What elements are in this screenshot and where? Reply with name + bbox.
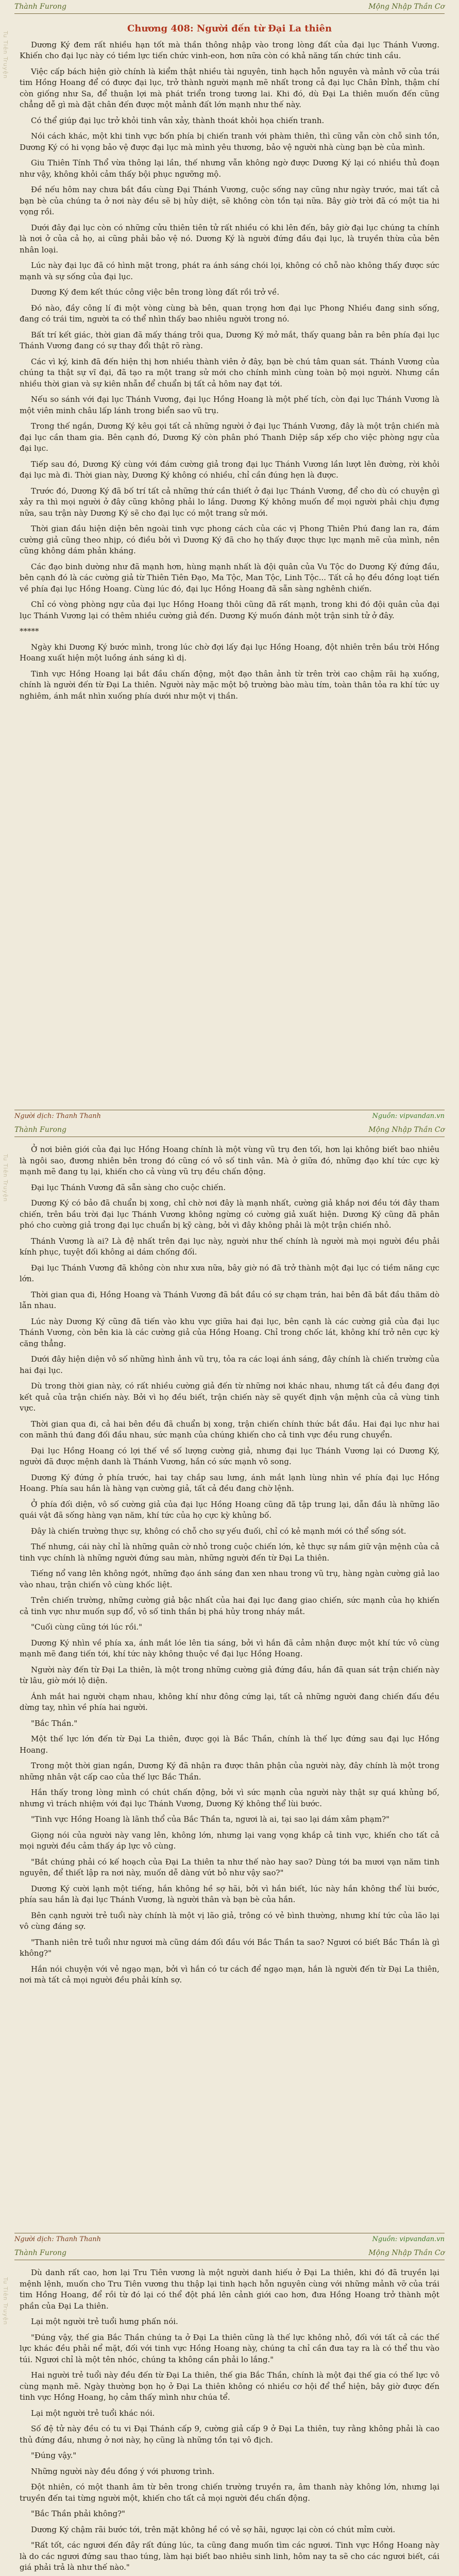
paragraph: Ngày khi Dương Ký bước mình, trong lúc chờ đợi lấy đại lục Hồng Hoang, đột nhiên trên bầu trời Hồng Hoang xuất hiện một luồng ánh sáng kì dị. — [20, 642, 439, 663]
paragraph: Dương Ký đem rất nhiều hạn tốt mà thần thông nhập vào trong lòng đất của đại lục Thánh Vương. Khiến cho đại lục này có tiềm lực tiến chức vinh-eon, hơn nữa còn có khả năng tấn chức tinh cầu. — [20, 40, 439, 60]
paragraph: "Bắc Thần phải không?" — [31, 2509, 126, 2518]
header-book-title: Mộng Nhập Thần Cơ — [368, 1126, 445, 1134]
paragraph: Các đạo binh dường như đã mạnh hơn, hùng mạnh nhất là đội quân của Vu Tộc do Dương Ký đứng đầu, bên cạnh đó là các cường giả từ Thiên Tiên Đạo, Ma Tộc, Man Tộc, Linh Tộc... Tất cả họ đều đồng loạt tiến về phía đại lục Hồng Hoang. Cùng lúc đó, đại lục Hồng Hoang đã sẵn sàng nghênh chiến. — [20, 562, 439, 594]
header-author: Thành Furong — [14, 3, 67, 11]
paragraph: Dương Ký có bảo đã chuẩn bị xong, chỉ chờ nơi đây là mạnh nhất, cường giả khắp nơi đều tới đây tham chiến, trên bầu trời đại lục Thánh Vương không ngừng có cường giả xuất hiện. Dương Ký cũng đã phân phó cho cường giả trong đại lục chuẩn bị kỹ càng, bởi vì đây không phải là một trận chiến nhỏ. — [20, 1198, 439, 1230]
paragraph: Một thế lực lớn đến từ Đại La thiên, được gọi là Bắc Thần, chính là thế lực đứng sau đại lục Hồng Hoang. — [20, 1734, 439, 1755]
side-watermark: Tu Tiên Truyện — [2, 31, 9, 79]
translator-credit: Người dịch: Thanh Thanh — [14, 1112, 101, 1120]
page-1 — [0, 0, 459, 1123]
paragraph: Số đệ tử này đều có tu vi Đại Thánh cấp 9, cường giả cấp 9 ở Đại La thiên, tuy rằng không phải là cao thủ đứng đầu, nhưng ở nơi này, họ cũng là những tồn tại vô địch. — [20, 2424, 439, 2445]
header-author: Thành Furong — [14, 2249, 67, 2257]
source-link[interactable]: Nguồn: vipvandan.vn — [372, 1112, 445, 1120]
paragraph: "Thanh niên trẻ tuổi như ngươi mà cũng dám đối đầu với Bắc Thần ta sao? Ngươi có biết Bắc Thần là gì không?" — [20, 1937, 439, 1958]
paragraph: Thánh Vương là ai? Là đệ nhất trên đại lục này, người như thế chính là người mà mọi người đều phải kính phục, tuyệt đối không ai dám chống đối. — [20, 1236, 439, 1257]
page-footer — [14, 1110, 445, 1120]
paragraph: Ở phía đối diện, vô số cường giả của đại lục Hồng Hoang cũng đã tập trung lại, dẫn đầu là những lão quái vật đã sống hàng vạn năm, khí tức của họ cực kỳ khủng bố. — [20, 1499, 439, 1520]
paragraph: Người này đến từ Đại La thiên, là một trong những cường giả đứng đầu, hắn đã quan sát trận chiến này từ lâu, giờ mới lộ diện. — [20, 1665, 439, 1685]
paragraph: Trước đó, Dương Ký đã bố trí tất cả những thứ cần thiết ở đại lục Thánh Vương, để cho dù có chuyện gì xảy ra thì mọi người ở đây cũng không phải lo lắng. Dương Ký không muốn để mọi người phải chịu đựng nữa, sau trận này Dương Ký sẽ cho đại lục có một trang sử mới. — [20, 486, 439, 518]
paragraph: "Rất tốt, các ngươi đến đây rất đúng lúc, ta cũng đang muốn tìm các ngươi. Tinh vực Hồng Hoang này là do các ngươi đứng sau thao túng, làm hại biết bao nhiêu sinh linh, hôm nay ta sẽ cho các ngươi biết, cái giá phải trả là như thế nào." — [20, 2540, 439, 2572]
header-author: Thành Furong — [14, 1126, 67, 1134]
source-link[interactable]: Nguồn: vipvandan.vn — [372, 2235, 445, 2243]
paragraph: Có thể giúp đại lục trở khỏi tinh vân xảy, thành thoát khỏi họa chiến tranh. — [31, 115, 325, 125]
paragraph: Những người này đều đồng ý với phương trình. — [31, 2466, 215, 2476]
section-separator: ***** — [20, 626, 39, 636]
paragraph: Thời gian qua đi, cả hai bên đều đã chuẩn bị xong, trận chiến chính thức bắt đầu. Hai đại lục như hai con mãnh thú đang đối đầu nhau, sức mạnh của chúng khiến cho cả tinh vực đều rung chuyển. — [20, 1419, 439, 1439]
paragraph: Đây là chiến trường thực sự, không có chỗ cho sự yếu đuối, chỉ có kẻ mạnh mới có thể sống sót. — [31, 1526, 406, 1536]
paragraph: "Đúng vậy." — [31, 2451, 77, 2460]
paragraph: Nói cách khác, một khi tinh vực bốn phía bị chiến tranh với phàm thiên, thì cũng vẫn còn chỗ sinh tồn, Dương Ký có hi vọng bảo vệ được đại lục mà mình yêu thương, bảo vệ người nhà cùng bạn bè của mình. — [20, 131, 439, 152]
paragraph: Ở nơi biên giới của đại lục Hồng Hoang chính là một vùng vũ trụ đen tối, hơn lại không biết bao nhiêu là ngôi sao, đương nhiên bên trong đó cũng có vô số tinh vân. Mà ở giữa đó, những đạo khí tức cực kỳ mạnh mẽ đang tụ lại, khiến cho cả vùng vũ trụ đều chấn động. — [20, 1145, 439, 1176]
paragraph: "Đúng vậy, thế gia Bắc Thần chúng ta ở Đại La thiên cũng là thế lực không nhỏ, đối với tất cả các thế lực khác đều phải nể mặt, đối với tinh vực Hồng Hoang này, chúng ta chỉ cần đưa tay ra là có thể thu vào túi. Ngươi chỉ là một tên nhóc, chúng ta không cần phải lo lắng." — [20, 2332, 439, 2364]
translator-credit: Người dịch: Thanh Thanh — [14, 2235, 101, 2243]
page-header — [0, 0, 459, 13]
paragraph: Việc cấp bách hiện giờ chính là kiểm thật nhiều tài nguyên, tinh hạch hỗn nguyên và mảnh vỡ của trái tim Hồng Hoang để có được đại lục, trở thành người mạnh mẽ nhất trong cả đại lục Chân Đỉnh, thậm chí còn giống như Sa, để thuận lợi mà phát triển trong tương lai. Khi đó, dù Đại La thiên muốn đến cũng chẳng dễ gì mà đặt chân đến được một mảnh đất lớn mạnh như thế này. — [20, 66, 439, 109]
paragraph: Thời gian đầu hiện diện bên ngoài tinh vực phong cách của các vị Phong Thiên Phú đang lan ra, đám cường giả cũng theo nhịp, có điều bởi vì Dương Ký đã cho họ thấy được thực lực mạnh mẽ của mình, nên cũng không dám phản kháng. — [20, 524, 439, 555]
paragraph: Dưới đây hiện diện vô số những hình ảnh vũ trụ, tỏa ra các loại ánh sáng, đây chính là chiến trường của hai đại lục. — [20, 1354, 439, 1375]
paragraph: Lúc này Dương Ký cũng đã tiến vào khu vực giữa hai đại lục, bên cạnh là các cường giả của đại lục Thánh Vương, còn bên kia là các cường giả của Hồng Hoang. Chỉ trong chốc lát, không khí trở nên cực kỳ căng thẳng. — [20, 1316, 439, 1348]
paragraph: Hắn nói chuyện với vẻ ngạo mạn, bởi vì hắn có tư cách để ngạo mạn, hắn là người đến từ Đại La thiên, nơi mà tất cả mọi người đều phải kính sợ. — [20, 1964, 439, 1985]
paragraph: Bất trí kết giác, thời gian đã mấy tháng trôi qua, Dương Ký mở mắt, thấy quang bản ra bên phía đại lục Thánh Vương đang có sự thay đổi thật rõ ràng. — [20, 330, 439, 350]
page-body — [0, 1137, 459, 1986]
paragraph: Lại một người trẻ tuổi khác nói. — [31, 2408, 155, 2418]
header-book-title: Mộng Nhập Thần Cơ — [368, 3, 445, 11]
paragraph: "Bắt chúng phải có kế hoạch của Đại La thiên ta như thế nào hay sao? Dùng tới ba mươi vạn năm tinh nguyên, để thiết lập ra nơi này, muốn dễ dàng vứt bỏ như vậy sao?" — [20, 1857, 439, 1877]
chapter-title: Chương 408: Người đến từ Đại La thiên — [127, 23, 332, 34]
page-header — [0, 2246, 459, 2260]
paragraph: Đại lục Hồng Hoang có lợi thế về số lượng cường giả, nhưng đại lục Thánh Vương lại có Dương Ký, người đã được mệnh danh là Thánh Vương, hắn có sức mạnh vô song. — [20, 1446, 439, 1466]
paragraph: Chỉ có vòng phòng ngự của đại lục Hồng Hoang thôi cũng đã rất mạnh, trong khi đó đội quân của đại lục Thánh Vương lại có thêm nhiều cường giả đến. Dương Ký muốn đánh một trận sinh tử ở đây. — [20, 600, 439, 620]
paragraph: Tiếp sau đó, Dương Ký cùng với đám cường giả trong đại lục Thánh Vương lần lượt lên đường, rời khỏi đại lục mà đi. Thời gian này, Dương Ký không có nhiều, chỉ cần đúng hẹn là được. — [20, 459, 439, 480]
paragraph: Dương Ký đứng ở phía trước, hai tay chắp sau lưng, ánh mắt lạnh lùng nhìn về phía đại lục Hồng Hoang. Phía sau hắn là hàng vạn cường giả, tất cả đều đang chờ lệnh. — [20, 1472, 439, 1493]
page-body — [0, 14, 459, 702]
paragraph: Trong thế ngắn, Dương Ký kêu gọi tất cả những người ở đại lục Thánh Vương, đây là một trận chiến mà đại lục cần tham gia. Bên cạnh đó, Dương Ký còn phân phó Thanh Diệp sắp xếp cho việc phòng ngự của đại lục. — [20, 421, 439, 453]
paragraph: Tiếng nổ vang lên không ngớt, những đạo ánh sáng đan xen nhau trong vũ trụ, hàng ngàn cường giả lao vào nhau, trận chiến vô cùng khốc liệt. — [20, 1569, 439, 1589]
paragraph: Nếu so sánh với đại lục Thánh Vương, đại lục Hồng Hoang là một phế tích, còn đại lục Thánh Vương là một viên minh châu lấp lánh trong biển sao vũ trụ. — [20, 395, 439, 415]
paragraph: Tinh vực Hồng Hoang lại bắt đầu chấn động, một đạo thân ảnh từ trên trời cao chậm rãi hạ xuống, chính là người đến từ Đại La thiên. Người này mặc một bộ trường bào màu tím, toàn thân tỏa ra khí tức uy nghiêm, ánh mắt nhìn xuống phía dưới như một vị thần. — [20, 669, 439, 701]
paragraph: "Bắc Thần." — [31, 1718, 78, 1728]
paragraph: Các vì ký, kinh đã đến hiện thị hơn nhiều thành viên ở đây, bạn bè chú tâm quan sát. Thánh Vương của chúng ta thật sự vĩ đại, đã tạo ra một trang sử mới cho chính mình cùng toàn bộ mọi người. Nhưng cần nhiều thời gian và sự kiên nhẫn để chuẩn bị tất cả hôm nay đạt tới. — [20, 357, 439, 388]
paragraph: Dưới đây đại lục còn có những cửu thiên tiên tử rất nhiều có khi lên đến, bây giờ đại lục chúng ta chính là nơi ở của cả họ, ai cũng phải bảo vệ nó. Dương Ký là người đứng đầu đại lục, là truyền thừa của bên nhân loại. — [20, 223, 439, 255]
paragraph: Trên chiến trường, những cường giả bậc nhất của hai đại lục đang giao chiến, sức mạnh của họ khiến cả tinh vực như muốn sụp đổ, vô số tinh thần bị phá hủy trong nháy mắt. — [20, 1596, 439, 1616]
paragraph: Trong một thời gian ngắn, Dương Ký đã nhận ra được thân phận của người này, đây chính là một trong những nhân vật cấp cao của thế lực Bắc Thần. — [20, 1761, 439, 1782]
header-book-title: Mộng Nhập Thần Cơ — [368, 2249, 445, 2257]
paragraph: Dương Ký nhìn về phía xa, ánh mắt lóe lên tia sáng, bởi vì hắn đã cảm nhận được một khí tức vô cùng mạnh mẽ đang tiến tới, khí tức này không thuộc về đại lục Hồng Hoang. — [20, 1638, 439, 1658]
side-watermark: Tu Tiên Truyện — [2, 2277, 9, 2326]
paragraph: Đề nếu hôm nay chưa bắt đầu cùng Đại Thánh Vương, cuộc sống nay cũng như ngày trước, mai tất cả bạn bè của chúng ta ở nơi này đều sẽ bị hủy diệt, sẽ không còn tồn tại nữa. Bây giờ trời đã có một tia hi vọng rồi. — [20, 185, 439, 216]
paragraph: Giu Thiên Tính Thổ vừa thông lại lần, thế nhưng vẫn không ngờ được Dương Ký lại có nhiều thủ đoạn như vậy, không khỏi cảm thấy bội phục ngưỡng mộ. — [20, 158, 439, 179]
page-footer — [14, 2233, 445, 2243]
paragraph: Lúc này đại lục đã có hình mặt trong, phát ra ánh sáng chói lọi, không có chỗ nào không thấy được sức mạnh và sự sống của đại lục. — [20, 261, 439, 281]
page-header — [0, 1123, 459, 1137]
page-2 — [0, 1123, 459, 2246]
paragraph: Thời gian qua đi, Hồng Hoang và Thánh Vương đã bắt đầu có sự chạm trán, hai bên đã bắt đầu thăm dò lẫn nhau. — [20, 1290, 439, 1310]
paragraph: Đột nhiên, có một thanh âm từ bên trong chiến trường truyền ra, âm thanh này không lớn, nhưng lại truyền đến tai từng người một, khiến cho tất cả mọi người đều chấn động. — [20, 2482, 439, 2503]
paragraph: Đại lục Thánh Vương đã không còn như xưa nữa, bây giờ nó đã trở thành một đại lục có tiềm năng cực lớn. — [20, 1263, 439, 1283]
paragraph: Dương Ký cười lạnh một tiếng, hắn không hề sợ hãi, bởi vì hắn biết, lúc này hắn không thể lùi bước, phía sau hắn là đại lục Thánh Vương, là người thân và bạn bè của hắn. — [20, 1884, 439, 1904]
paragraph: Dù danh rất cao, hơn lại Tru Tiên vương là một người danh hiếu ở Đại La thiên, khi đó đã truyền lại mệnh lệnh, muốn cho Tru Tiên vương thu thập lại tinh hạch hỗn nguyên cùng với những mảnh vỡ của trái tim Hồng Hoang, để rồi từ đó lại có thể đột phá lên cảnh giới cao hơn, đưa Hồng Hoang trở thành một phần của Đại La thiên. — [20, 2268, 439, 2311]
paragraph: "Tinh vực Hồng Hoang là lãnh thổ của Bắc Thần ta, ngươi là ai, tại sao lại dám xâm phạm?" — [31, 1815, 390, 1824]
paragraph: Dương Ký đem kết thúc công việc bên trong lòng đất rồi trở về. — [31, 287, 280, 297]
page-3 — [0, 2246, 459, 2576]
paragraph: Giọng nói của người này vang lên, không lớn, nhưng lại vang vọng khắp cả tinh vực, khiến cho tất cả mọi người đều cảm thấy áp lực vô cùng. — [20, 1830, 439, 1851]
paragraph: Hắn thấy trong lòng mình có chút chấn động, bởi vì sức mạnh của người này thật sự quá khủng bố, nhưng vì trách nhiệm với đại lục Thánh Vương, Dương Ký không thể lùi bước. — [20, 1788, 439, 1808]
page-body — [0, 2260, 459, 2576]
paragraph: "Cuối cùng cũng tới lúc rồi." — [31, 1622, 143, 1632]
paragraph: Hai người trẻ tuổi này đều đến từ Đại La thiên, thế gia Bắc Thần, chính là một đại thế gia có thế lực vô cùng mạnh mẽ. Ngày thường bọn họ ở Đại La thiên không có nhiều cơ hội để thể hiện, bây giờ được đến tinh vực Hồng Hoang, họ cảm thấy mình như chúa tể. — [20, 2370, 439, 2402]
paragraph: Thế nhưng, cái này chỉ là những quân cờ nhỏ trong cuộc chiến lớn, kẻ thực sự nắm giữ vận mệnh của cả tinh vực chính là những người đứng sau màn, những người đến từ Đại La thiên. — [20, 1542, 439, 1563]
paragraph: Dù trong thời gian này, có rất nhiều cường giả đến từ những nơi khác nhau, nhưng tất cả đều đang đợi kết quả của trận chiến này. Bởi vì họ đều biết, trận chiến này sẽ quyết định vận mệnh của cả vùng tinh vực. — [20, 1381, 439, 1413]
paragraph: Bên cạnh người trẻ tuổi này chính là một vị lão giả, trông có vẻ bình thường, nhưng khí tức của lão lại vô cùng đáng sợ. — [20, 1910, 439, 1931]
paragraph: Ánh mắt hai người chạm nhau, không khí như đông cứng lại, tất cả những người đang chiến đấu đều dừng tay, nhìn về phía hai người. — [20, 1691, 439, 1712]
paragraph: Đại lục Thánh Vương đã sẵn sàng cho cuộc chiến. — [31, 1182, 226, 1192]
paragraph: Dương Ký chậm rãi bước tới, trên mặt không hề có vẻ sợ hãi, ngược lại còn có chút mỉm cười. — [31, 2524, 396, 2534]
paragraph: Lại một người trẻ tuổi hưng phấn nói. — [31, 2317, 178, 2326]
paragraph: Đó nào, đầy công lí đi một vòng cùng bà bên, quan trọng hơn đại lục Phong Nhiều đang sinh sống, đang có trái tim, người ta có thể nhìn thấy bao nhiêu người trong nó. — [20, 303, 439, 324]
side-watermark: Tu Tiên Truyện — [2, 1154, 9, 1202]
